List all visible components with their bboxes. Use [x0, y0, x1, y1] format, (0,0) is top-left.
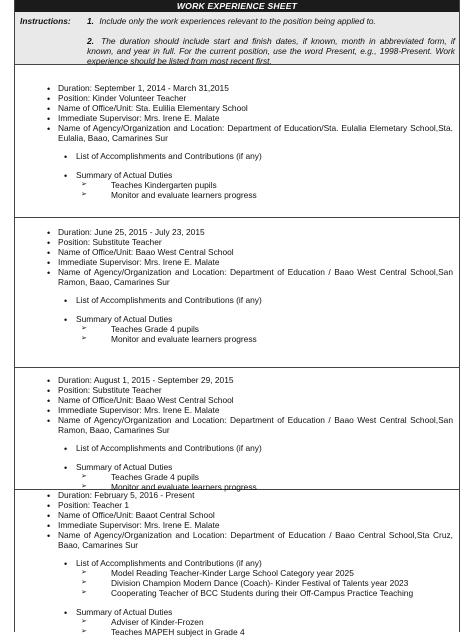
agency-field: • Name of Agency/Organization and Location: Department of Education / Baao West Central School,San Ramon, Baao, Camarines Sur — [15, 268, 459, 288]
duty-item: ➢ Monitor and evaluate learners progress — [15, 483, 459, 493]
duration-field: • Duration: September 1, 2014 - March 31,2015 — [15, 84, 459, 94]
duties-heading: • Summary of Actual Duties — [15, 463, 459, 473]
position-field: • Position: Substitute Teacher — [15, 386, 459, 396]
instructions-box — [15, 12, 459, 65]
duties-heading: • Summary of Actual Duties — [15, 315, 459, 325]
duty-item: ➢ Teaches MAPEH subject in Grade 4 — [15, 628, 459, 638]
instruction-2 — [87, 37, 455, 67]
experience-entry-1 — [15, 70, 459, 218]
position-field: • Position: Kinder Volunteer Teacher — [15, 94, 459, 104]
supervisor-field: • Immediate Supervisor: Mrs. Irene E. Malate — [15, 258, 459, 268]
duty-item: ➢ Teaches Kindergarten pupils — [15, 181, 459, 191]
duty-item: ➢ Teaches Grade 4 pupils — [15, 325, 459, 335]
agency-field: • Name of Agency/Organization and Location: Department of Education/Sta. Eulalia Elemetary School,Sta. Eulalia, Baao, Camarines Sur — [15, 124, 459, 144]
supervisor-field: • Immediate Supervisor: Mrs. Irene E. Malate — [15, 114, 459, 124]
duty-item: ➢ Monitor and evaluate learners progress — [15, 191, 459, 201]
instructions-label: Instructions: — [20, 16, 71, 26]
duties-heading: • Summary of Actual Duties — [15, 608, 459, 618]
duration-field: • Duration: June 25, 2015 - July 23, 2015 — [15, 228, 459, 238]
duty-item: ➢ Adviser of Kinder-Frozen — [15, 618, 459, 628]
agency-field: • Name of Agency/Organization and Location: Department of Education / Baao Central School,Sta Cruz, Baao, Camarines Sur — [15, 531, 459, 551]
experience-entry-4 — [15, 490, 459, 637]
supervisor-field: • Immediate Supervisor: Mrs. Irene E. Malate — [15, 406, 459, 416]
office-field: • Name of Office/Unit: Baao West Central School — [15, 248, 459, 258]
sheet-title: WORK EXPERIENCE SHEET — [15, 0, 459, 12]
duties-heading: • Summary of Actual Duties — [15, 171, 459, 181]
instruction-2-number: 2. — [87, 36, 94, 46]
accomplishment-item: ➢ Division Champion Modern Dance (Coach)- Kinder Festival of Talents year 2023 — [15, 579, 459, 589]
accomplishments-heading: • List of Accomplishments and Contributions (if any) — [15, 444, 459, 454]
accomplishment-item: ➢ Model Reading Teacher-Kinder Large School Category year 2025 — [15, 569, 459, 579]
duty-item: ➢ Monitor and evaluate learners progress — [15, 335, 459, 345]
office-field: • Name of Office/Unit: Baao West Central School — [15, 396, 459, 406]
accomplishment-item: ➢ Cooperating Teacher of BCC Students during their Off-Campus Practice Teaching — [15, 589, 459, 599]
instruction-1 — [87, 17, 453, 27]
office-field: • Name of Office/Unit: Baaot Central School — [15, 511, 459, 521]
experience-entry-2 — [15, 218, 459, 368]
duration-field: • Duration: February 5, 2016 - Present — [15, 491, 459, 501]
instruction-1-number: 1. — [87, 16, 94, 26]
instruction-1-text: Include only the work experiences relevant to the position being applied to. — [99, 16, 376, 26]
supervisor-field: • Immediate Supervisor: Mrs. Irene E. Malate — [15, 521, 459, 531]
experience-entry-3 — [15, 368, 459, 493]
office-field: • Name of Office/Unit: Sta. Eulilia Elementary School — [15, 104, 459, 114]
accomplishments-heading: • List of Accomplishments and Contributions (if any) — [15, 296, 459, 306]
duration-field: • Duration: August 1, 2015 - September 29, 2015 — [15, 376, 459, 386]
work-experience-sheet — [14, 0, 460, 637]
position-field: • Position: Teacher 1 — [15, 501, 459, 511]
accomplishments-heading: • List of Accomplishments and Contributions (if any) — [15, 559, 459, 569]
agency-field: • Name of Agency/Organization and Location: Department of Education / Baao West Central School,San Ramon, Baao, Camarines Sur — [15, 416, 459, 436]
duty-item: ➢ Teaches Grade 4 pupils — [15, 473, 459, 483]
accomplishments-heading: • List of Accomplishments and Contributions (if any) — [15, 152, 459, 162]
position-field: • Position: Substitute Teacher — [15, 238, 459, 248]
instruction-2-text: The duration should include start and finish dates, if known, month in abbreviated form, if known, and year in full. For the current position, use the word Present, e.g., 1998-Present. Work experience should be listed from most recent first. — [87, 36, 456, 66]
